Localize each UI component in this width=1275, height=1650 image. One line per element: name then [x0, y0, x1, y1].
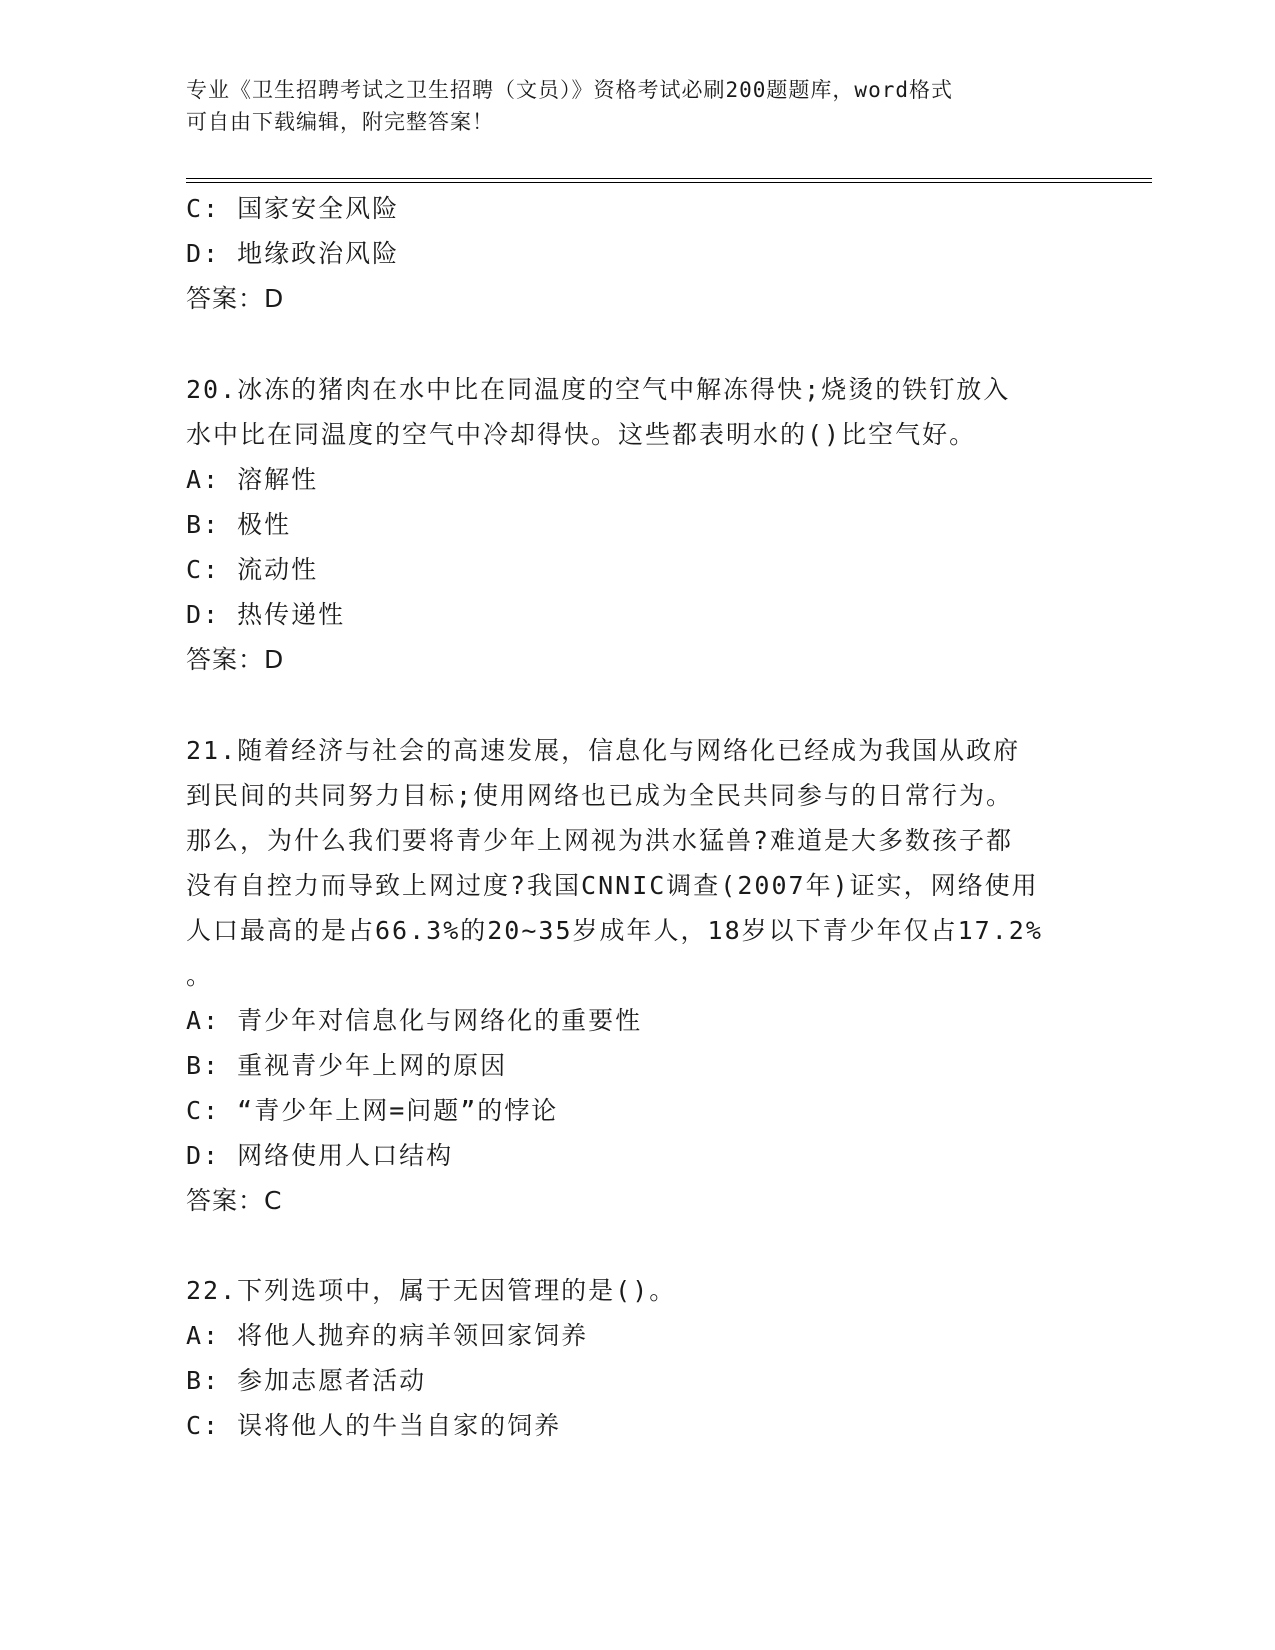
q22-option-b: B: 参加志愿者活动 [186, 1366, 427, 1395]
q21-answer: 答案：C [186, 1186, 283, 1215]
q20-option-d: D: 热传递性 [186, 600, 346, 629]
q21-stem-line-3: 那么，为什么我们要将青少年上网视为洪水猛兽?难道是大多数孩子都 [186, 826, 1014, 855]
q22-option-a: A: 将他人抛弃的病羊领回家饲养 [186, 1321, 589, 1350]
header-divider-bottom [186, 182, 1152, 183]
q19-option-d: D: 地缘政治风险 [186, 239, 400, 268]
q20-stem-line-2: 水中比在同温度的空气中冷却得快。这些都表明水的()比空气好。 [186, 420, 977, 449]
q20-option-b: B: 极性 [186, 510, 292, 539]
q21-option-b: B: 重视青少年上网的原因 [186, 1051, 508, 1080]
q22-stem-line-1: 22.下列选项中，属于无因管理的是()。 [186, 1276, 677, 1305]
q21-stem-line-2: 到民间的共同努力目标;使用网络也已成为全民共同参与的日常行为。 [186, 781, 1014, 810]
q20-stem-line-1: 20.冰冻的猪肉在水中比在同温度的空气中解冻得快;烧烫的铁钉放入 [186, 375, 1011, 404]
q21-stem-line-1: 21.随着经济与社会的高速发展，信息化与网络化已经成为我国从政府 [186, 736, 1021, 765]
q21-stem-line-4: 没有自控力而导致上网过度?我国CNNIC调查(2007年)证实，网络使用 [186, 871, 1039, 900]
q21-option-a: A: 青少年对信息化与网络化的重要性 [186, 1006, 643, 1035]
document-header [186, 74, 1066, 138]
header-line-2: 可自由下载编辑，附完整答案！ [186, 110, 494, 134]
q22-option-c: C: 误将他人的牛当自家的饲养 [186, 1411, 562, 1440]
q21-stem-line-5: 人口最高的是占66.3%的20~35岁成年人，18岁以下青少年仅占17.2% [186, 916, 1043, 945]
header-divider-top [186, 178, 1152, 179]
q21-option-c: C: “青少年上网=问题”的悖论 [186, 1096, 559, 1125]
q20-option-a: A: 溶解性 [186, 465, 319, 494]
q19-option-c: C: 国家安全风险 [186, 194, 400, 223]
q21-option-d: D: 网络使用人口结构 [186, 1141, 454, 1170]
q19-answer: 答案：D [186, 284, 285, 313]
q20-answer: 答案：D [186, 645, 285, 674]
header-line-1: 专业《卫生招聘考试之卫生招聘（文员）》资格考试必刷200题题库，word格式 [186, 78, 953, 102]
q20-option-c: C: 流动性 [186, 555, 319, 584]
q21-stem-line-6: 。 [186, 961, 214, 990]
